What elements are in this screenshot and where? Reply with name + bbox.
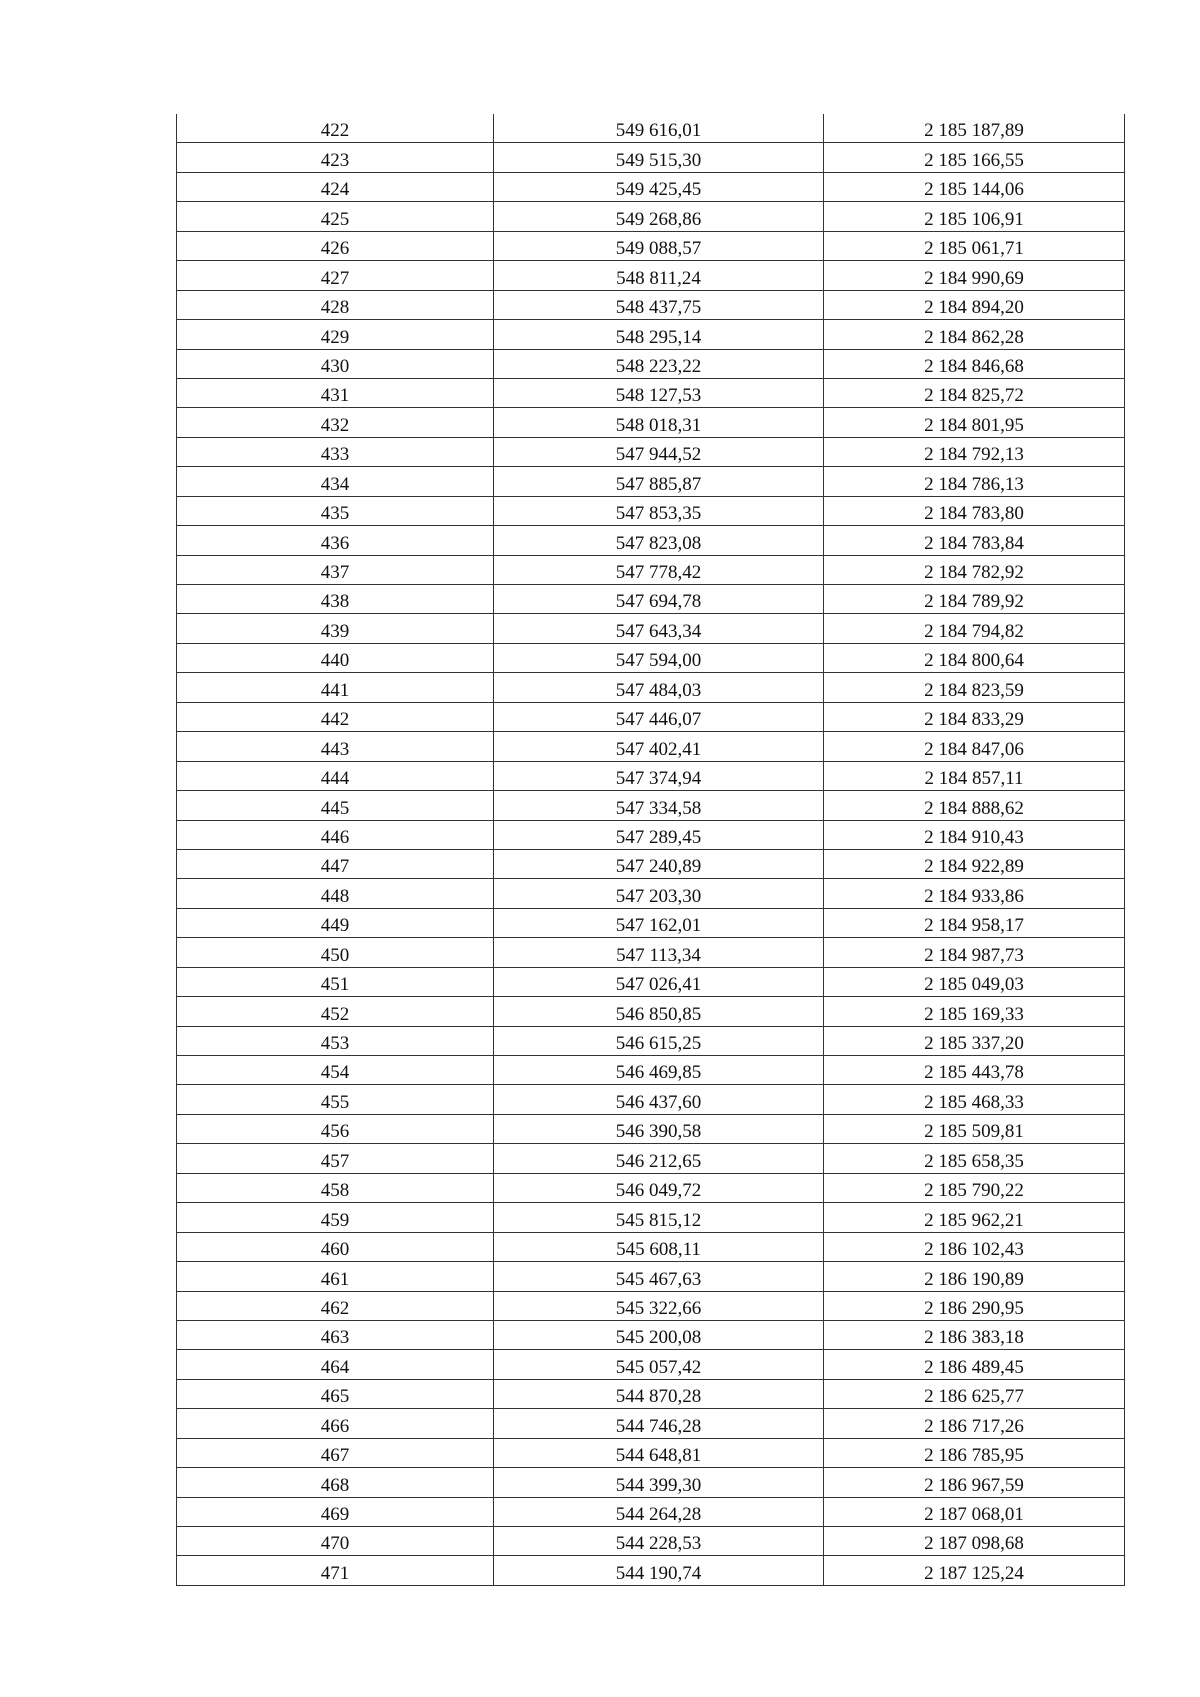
table-row bbox=[177, 143, 1125, 172]
x-coordinate-cell: 545 057,42 bbox=[494, 1350, 824, 1379]
table-row bbox=[177, 732, 1125, 761]
y-coordinate-cell: 2 185 169,33 bbox=[824, 997, 1125, 1026]
point-number-cell: 450 bbox=[177, 938, 494, 967]
y-coordinate-cell: 2 184 933,86 bbox=[824, 879, 1125, 908]
table-row bbox=[177, 378, 1125, 407]
x-coordinate-cell: 548 127,53 bbox=[494, 378, 824, 407]
table-row bbox=[177, 408, 1125, 437]
y-coordinate-cell: 2 184 786,13 bbox=[824, 467, 1125, 496]
y-coordinate-cell: 2 186 190,89 bbox=[824, 1262, 1125, 1291]
y-coordinate-cell: 2 184 987,73 bbox=[824, 938, 1125, 967]
coordinates-table bbox=[176, 114, 1125, 1586]
point-number-cell: 467 bbox=[177, 1438, 494, 1467]
point-number-cell: 422 bbox=[177, 114, 494, 143]
table-row bbox=[177, 1379, 1125, 1408]
y-coordinate-cell: 2 185 187,89 bbox=[824, 114, 1125, 143]
y-coordinate-cell: 2 184 922,89 bbox=[824, 849, 1125, 878]
y-coordinate-cell: 2 185 144,06 bbox=[824, 172, 1125, 201]
table-row bbox=[177, 1232, 1125, 1261]
point-number-cell: 461 bbox=[177, 1262, 494, 1291]
point-number-cell: 423 bbox=[177, 143, 494, 172]
point-number-cell: 454 bbox=[177, 1056, 494, 1085]
y-coordinate-cell: 2 186 785,95 bbox=[824, 1438, 1125, 1467]
x-coordinate-cell: 546 212,65 bbox=[494, 1144, 824, 1173]
y-coordinate-cell: 2 184 888,62 bbox=[824, 791, 1125, 820]
point-number-cell: 469 bbox=[177, 1497, 494, 1526]
point-number-cell: 430 bbox=[177, 349, 494, 378]
x-coordinate-cell: 546 469,85 bbox=[494, 1056, 824, 1085]
x-coordinate-cell: 544 264,28 bbox=[494, 1497, 824, 1526]
point-number-cell: 447 bbox=[177, 849, 494, 878]
point-number-cell: 425 bbox=[177, 202, 494, 231]
point-number-cell: 470 bbox=[177, 1527, 494, 1556]
y-coordinate-cell: 2 186 625,77 bbox=[824, 1379, 1125, 1408]
y-coordinate-cell: 2 184 846,68 bbox=[824, 349, 1125, 378]
point-number-cell: 464 bbox=[177, 1350, 494, 1379]
x-coordinate-cell: 547 778,42 bbox=[494, 555, 824, 584]
y-coordinate-cell: 2 184 862,28 bbox=[824, 320, 1125, 349]
point-number-cell: 455 bbox=[177, 1085, 494, 1114]
y-coordinate-cell: 2 184 782,92 bbox=[824, 555, 1125, 584]
x-coordinate-cell: 547 594,00 bbox=[494, 643, 824, 672]
table-row bbox=[177, 467, 1125, 496]
point-number-cell: 433 bbox=[177, 437, 494, 466]
table-row bbox=[177, 1350, 1125, 1379]
point-number-cell: 429 bbox=[177, 320, 494, 349]
x-coordinate-cell: 547 694,78 bbox=[494, 585, 824, 614]
x-coordinate-cell: 547 853,35 bbox=[494, 496, 824, 525]
table-row bbox=[177, 702, 1125, 731]
x-coordinate-cell: 547 402,41 bbox=[494, 732, 824, 761]
x-coordinate-cell: 544 870,28 bbox=[494, 1379, 824, 1408]
table-row bbox=[177, 1438, 1125, 1467]
point-number-cell: 452 bbox=[177, 997, 494, 1026]
y-coordinate-cell: 2 184 823,59 bbox=[824, 673, 1125, 702]
table-row bbox=[177, 673, 1125, 702]
x-coordinate-cell: 547 643,34 bbox=[494, 614, 824, 643]
point-number-cell: 451 bbox=[177, 967, 494, 996]
table-row bbox=[177, 261, 1125, 290]
x-coordinate-cell: 547 289,45 bbox=[494, 820, 824, 849]
point-number-cell: 463 bbox=[177, 1320, 494, 1349]
y-coordinate-cell: 2 184 783,84 bbox=[824, 526, 1125, 555]
point-number-cell: 436 bbox=[177, 526, 494, 555]
table-row bbox=[177, 908, 1125, 937]
x-coordinate-cell: 549 616,01 bbox=[494, 114, 824, 143]
x-coordinate-cell: 547 484,03 bbox=[494, 673, 824, 702]
point-number-cell: 445 bbox=[177, 791, 494, 820]
point-number-cell: 466 bbox=[177, 1409, 494, 1438]
x-coordinate-cell: 544 228,53 bbox=[494, 1527, 824, 1556]
point-number-cell: 465 bbox=[177, 1379, 494, 1408]
x-coordinate-cell: 545 467,63 bbox=[494, 1262, 824, 1291]
point-number-cell: 453 bbox=[177, 1026, 494, 1055]
x-coordinate-cell: 545 322,66 bbox=[494, 1291, 824, 1320]
table-row bbox=[177, 938, 1125, 967]
point-number-cell: 459 bbox=[177, 1203, 494, 1232]
point-number-cell: 434 bbox=[177, 467, 494, 496]
x-coordinate-cell: 547 113,34 bbox=[494, 938, 824, 967]
table-row bbox=[177, 1320, 1125, 1349]
table-row bbox=[177, 231, 1125, 260]
point-number-cell: 460 bbox=[177, 1232, 494, 1261]
table-row bbox=[177, 761, 1125, 790]
y-coordinate-cell: 2 185 049,03 bbox=[824, 967, 1125, 996]
y-coordinate-cell: 2 184 910,43 bbox=[824, 820, 1125, 849]
x-coordinate-cell: 549 515,30 bbox=[494, 143, 824, 172]
table-row bbox=[177, 526, 1125, 555]
x-coordinate-cell: 548 437,75 bbox=[494, 290, 824, 319]
x-coordinate-cell: 547 162,01 bbox=[494, 908, 824, 937]
y-coordinate-cell: 2 184 894,20 bbox=[824, 290, 1125, 319]
y-coordinate-cell: 2 184 800,64 bbox=[824, 643, 1125, 672]
y-coordinate-cell: 2 184 794,82 bbox=[824, 614, 1125, 643]
table-row bbox=[177, 349, 1125, 378]
x-coordinate-cell: 547 446,07 bbox=[494, 702, 824, 731]
y-coordinate-cell: 2 184 789,92 bbox=[824, 585, 1125, 614]
point-number-cell: 431 bbox=[177, 378, 494, 407]
point-number-cell: 440 bbox=[177, 643, 494, 672]
table-row bbox=[177, 437, 1125, 466]
point-number-cell: 458 bbox=[177, 1173, 494, 1202]
table-row bbox=[177, 290, 1125, 319]
x-coordinate-cell: 545 608,11 bbox=[494, 1232, 824, 1261]
point-number-cell: 457 bbox=[177, 1144, 494, 1173]
x-coordinate-cell: 546 049,72 bbox=[494, 1173, 824, 1202]
y-coordinate-cell: 2 186 102,43 bbox=[824, 1232, 1125, 1261]
table-row bbox=[177, 967, 1125, 996]
table-row bbox=[177, 820, 1125, 849]
table-row bbox=[177, 791, 1125, 820]
y-coordinate-cell: 2 185 658,35 bbox=[824, 1144, 1125, 1173]
y-coordinate-cell: 2 184 833,29 bbox=[824, 702, 1125, 731]
x-coordinate-cell: 544 190,74 bbox=[494, 1556, 824, 1585]
point-number-cell: 471 bbox=[177, 1556, 494, 1585]
x-coordinate-cell: 549 268,86 bbox=[494, 202, 824, 231]
y-coordinate-cell: 2 187 068,01 bbox=[824, 1497, 1125, 1526]
point-number-cell: 444 bbox=[177, 761, 494, 790]
table-row bbox=[177, 849, 1125, 878]
table-row bbox=[177, 320, 1125, 349]
y-coordinate-cell: 2 185 468,33 bbox=[824, 1085, 1125, 1114]
y-coordinate-cell: 2 184 958,17 bbox=[824, 908, 1125, 937]
table-row bbox=[177, 1468, 1125, 1497]
table-row bbox=[177, 879, 1125, 908]
table-row bbox=[177, 997, 1125, 1026]
y-coordinate-cell: 2 187 098,68 bbox=[824, 1527, 1125, 1556]
x-coordinate-cell: 548 295,14 bbox=[494, 320, 824, 349]
table-row bbox=[177, 114, 1125, 143]
table-row bbox=[177, 1497, 1125, 1526]
y-coordinate-cell: 2 185 337,20 bbox=[824, 1026, 1125, 1055]
x-coordinate-cell: 544 746,28 bbox=[494, 1409, 824, 1438]
y-coordinate-cell: 2 186 967,59 bbox=[824, 1468, 1125, 1497]
point-number-cell: 426 bbox=[177, 231, 494, 260]
x-coordinate-cell: 547 240,89 bbox=[494, 849, 824, 878]
table-row bbox=[177, 1085, 1125, 1114]
point-number-cell: 443 bbox=[177, 732, 494, 761]
x-coordinate-cell: 546 850,85 bbox=[494, 997, 824, 1026]
x-coordinate-cell: 548 018,31 bbox=[494, 408, 824, 437]
coordinates-table-body bbox=[177, 114, 1125, 1585]
table-row bbox=[177, 1144, 1125, 1173]
x-coordinate-cell: 547 026,41 bbox=[494, 967, 824, 996]
point-number-cell: 449 bbox=[177, 908, 494, 937]
point-number-cell: 456 bbox=[177, 1114, 494, 1143]
table-row bbox=[177, 1173, 1125, 1202]
x-coordinate-cell: 547 823,08 bbox=[494, 526, 824, 555]
point-number-cell: 427 bbox=[177, 261, 494, 290]
y-coordinate-cell: 2 185 962,21 bbox=[824, 1203, 1125, 1232]
table-row bbox=[177, 496, 1125, 525]
table-row bbox=[177, 1114, 1125, 1143]
table-row bbox=[177, 172, 1125, 201]
point-number-cell: 446 bbox=[177, 820, 494, 849]
x-coordinate-cell: 547 944,52 bbox=[494, 437, 824, 466]
y-coordinate-cell: 2 185 166,55 bbox=[824, 143, 1125, 172]
x-coordinate-cell: 548 811,24 bbox=[494, 261, 824, 290]
table-row bbox=[177, 202, 1125, 231]
y-coordinate-cell: 2 184 847,06 bbox=[824, 732, 1125, 761]
y-coordinate-cell: 2 184 857,11 bbox=[824, 761, 1125, 790]
y-coordinate-cell: 2 187 125,24 bbox=[824, 1556, 1125, 1585]
table-row bbox=[177, 585, 1125, 614]
table-row bbox=[177, 643, 1125, 672]
table-row bbox=[177, 1556, 1125, 1585]
x-coordinate-cell: 547 374,94 bbox=[494, 761, 824, 790]
point-number-cell: 424 bbox=[177, 172, 494, 201]
x-coordinate-cell: 549 088,57 bbox=[494, 231, 824, 260]
y-coordinate-cell: 2 184 990,69 bbox=[824, 261, 1125, 290]
y-coordinate-cell: 2 184 783,80 bbox=[824, 496, 1125, 525]
table-row bbox=[177, 1262, 1125, 1291]
y-coordinate-cell: 2 185 061,71 bbox=[824, 231, 1125, 260]
table-row bbox=[177, 1291, 1125, 1320]
y-coordinate-cell: 2 184 825,72 bbox=[824, 378, 1125, 407]
point-number-cell: 439 bbox=[177, 614, 494, 643]
table-row bbox=[177, 555, 1125, 584]
table-row bbox=[177, 1056, 1125, 1085]
x-coordinate-cell: 546 615,25 bbox=[494, 1026, 824, 1055]
x-coordinate-cell: 547 885,87 bbox=[494, 467, 824, 496]
y-coordinate-cell: 2 186 290,95 bbox=[824, 1291, 1125, 1320]
y-coordinate-cell: 2 186 383,18 bbox=[824, 1320, 1125, 1349]
y-coordinate-cell: 2 185 443,78 bbox=[824, 1056, 1125, 1085]
y-coordinate-cell: 2 185 509,81 bbox=[824, 1114, 1125, 1143]
x-coordinate-cell: 547 334,58 bbox=[494, 791, 824, 820]
table-row bbox=[177, 1203, 1125, 1232]
x-coordinate-cell: 546 437,60 bbox=[494, 1085, 824, 1114]
point-number-cell: 437 bbox=[177, 555, 494, 584]
y-coordinate-cell: 2 186 717,26 bbox=[824, 1409, 1125, 1438]
y-coordinate-cell: 2 185 790,22 bbox=[824, 1173, 1125, 1202]
point-number-cell: 468 bbox=[177, 1468, 494, 1497]
x-coordinate-cell: 544 399,30 bbox=[494, 1468, 824, 1497]
table-row bbox=[177, 614, 1125, 643]
y-coordinate-cell: 2 184 792,13 bbox=[824, 437, 1125, 466]
y-coordinate-cell: 2 184 801,95 bbox=[824, 408, 1125, 437]
x-coordinate-cell: 549 425,45 bbox=[494, 172, 824, 201]
x-coordinate-cell: 546 390,58 bbox=[494, 1114, 824, 1143]
point-number-cell: 442 bbox=[177, 702, 494, 731]
point-number-cell: 441 bbox=[177, 673, 494, 702]
y-coordinate-cell: 2 185 106,91 bbox=[824, 202, 1125, 231]
point-number-cell: 438 bbox=[177, 585, 494, 614]
point-number-cell: 432 bbox=[177, 408, 494, 437]
x-coordinate-cell: 545 200,08 bbox=[494, 1320, 824, 1349]
point-number-cell: 462 bbox=[177, 1291, 494, 1320]
point-number-cell: 448 bbox=[177, 879, 494, 908]
point-number-cell: 435 bbox=[177, 496, 494, 525]
y-coordinate-cell: 2 186 489,45 bbox=[824, 1350, 1125, 1379]
table-row bbox=[177, 1026, 1125, 1055]
table-row bbox=[177, 1527, 1125, 1556]
x-coordinate-cell: 547 203,30 bbox=[494, 879, 824, 908]
table-row bbox=[177, 1409, 1125, 1438]
x-coordinate-cell: 548 223,22 bbox=[494, 349, 824, 378]
x-coordinate-cell: 545 815,12 bbox=[494, 1203, 824, 1232]
x-coordinate-cell: 544 648,81 bbox=[494, 1438, 824, 1467]
point-number-cell: 428 bbox=[177, 290, 494, 319]
